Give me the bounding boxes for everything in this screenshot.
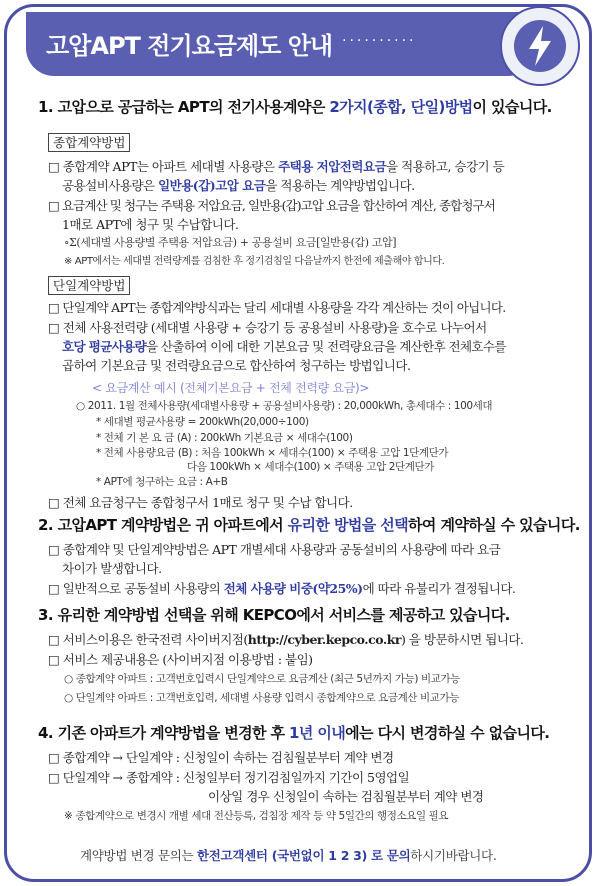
combined-formula: ∘Σ(세대별 사용량별 주택용 저압요금) + 공용설비 요금[일반용(갑) 고압]	[64, 236, 397, 249]
text: 공용설비사용량은	[62, 178, 159, 193]
section-2-line-2: 차이가 발생합니다.	[62, 561, 162, 576]
page-title: 고압APT 전기요금제도 안내	[46, 32, 333, 60]
example-title: < 요금계산 예시 (전체기본요금 + 전체 전력량 요금)>	[92, 381, 370, 395]
section-2-line-3	[48, 579, 515, 597]
highlight: 주택용 저압전력요금	[278, 159, 387, 174]
lightning-bolt-icon	[500, 6, 580, 86]
section-3-line-3: ○ 종합계약 아파트 : 고객번호입력시 단일계약으로 요금계산 (최근 5년까지 가능) 비교가능	[64, 673, 460, 685]
example-line-5: 다음 100kWh × 세대수(100) × 주택용 고압 2단계단가	[187, 461, 435, 473]
kepco-cyber-link[interactable]: http://cyber.kepco.co.kr	[247, 632, 401, 647]
text: 을 적용하는 계약방법입니다.	[265, 178, 415, 193]
section-3-line-1	[48, 630, 523, 648]
highlight: 일반용(갑)고압 요금	[158, 178, 266, 193]
section-4-highlight: 1년 이내	[289, 724, 346, 742]
single-line-1: □ 단일계약 APT는 종합계약방식과는 달리 세대별 사용량을 각각 계산하는 것이 아닙니다.	[48, 300, 506, 315]
single-line-2: □ 전체 사용전력량 (세대별 사용량 + 승강기 등 공용설비 사용량)을 호수로 나누어서	[48, 320, 487, 335]
section-4-text-a: 기존 아파트가 계약방법을 변경한 후	[57, 724, 290, 742]
text: 계약방법 변경 문의는	[80, 848, 197, 863]
section-4-line-3: 이상일 경우 신청일이 속하는 검침월분부터 계약 변경	[208, 789, 484, 804]
text: ) 을 방문하시면 됩니다.	[400, 632, 524, 647]
text: 하시기바랍니다.	[410, 848, 497, 863]
section-4-text-b: 에는 다시 변경하실 수 없습니다.	[345, 724, 550, 742]
section-3-line-2: □ 서비스 제공내용은 (사이버지점 이용방법 : 붙임)	[48, 652, 313, 667]
section-number: 4.	[38, 724, 53, 742]
example-line-4: * 전체 사용량요금 (B) : 처음 100kWh × 세대수(100) × 주택용 고압 1단계단가	[96, 447, 449, 459]
section-1-highlight: 2가지(종합, 단일)방법	[329, 98, 473, 116]
section-2-heading	[38, 514, 580, 535]
combined-line-2	[62, 176, 415, 194]
highlight: 호당 평균사용량	[62, 339, 147, 354]
single-line-3	[62, 337, 506, 355]
example-line-3: * 전체 기 본 요 금 (A) : 200kWh 기본요금 × 세대수(100)	[96, 432, 353, 444]
section-3-text: 유리한 계약방법 선택을 위해 KEPCO에서 서비스를 제공하고 있습니다.	[57, 606, 510, 624]
single-line-4: 곱하여 기본요금 및 전력량요금으로 합산하여 청구하는 방법입니다.	[62, 358, 411, 373]
combined-line-1	[48, 157, 504, 175]
section-1-text-b: 이 있습니다.	[472, 98, 552, 116]
footer-contact	[80, 846, 497, 864]
example-line-6: * APT에 청구하는 요금 : A+B	[96, 476, 228, 488]
section-3-line-4: ○ 단일계약 아파트 : 고객번호입력, 세대별 사용량 입력시 종합계약으로 요금계산 비교가능	[64, 692, 459, 704]
section-2-line-1: □ 종합계약 및 단일계약방법은 APT 개별세대 사용량과 공동설비의 사용량에 따라 요금	[48, 542, 501, 557]
text: □ 서비스이용은 한국전력 사이버지점(	[48, 632, 248, 647]
section-1-heading	[38, 96, 552, 117]
highlight: 전체 사용량 비중(약25%)	[223, 581, 363, 596]
section-4-line-1: □ 종합계약 → 단일계약 : 신청일이 속하는 검침월분부터 계약 변경	[48, 750, 394, 765]
example-line-1: ○ 2011. 1월 전체사용량(세대별사용량 + 공용설비사용량) : 20,000kWh, 총세대수 : 100세대	[76, 400, 493, 412]
section-number: 3.	[38, 606, 53, 624]
section-2-text-a: 고압APT 계약방법은 귀 아파트에서	[57, 516, 288, 534]
text: □ 종합계약 APT는 아파트 세대별 사용량은	[48, 159, 279, 174]
title-dots: ··········	[342, 33, 417, 49]
section-number: 1.	[38, 98, 53, 116]
combined-note: ※ APT에서는 세대별 전력량계를 검침한 후 정기검침일 다음날까지 한전에 제출해야 합니다.	[64, 256, 445, 267]
customer-center-highlight: 한전고객센터 (국번없이 1 2 3) 로 문의	[197, 848, 411, 863]
section-3-heading	[38, 604, 510, 625]
text: 을 적용하고, 승강기 등	[386, 159, 505, 174]
section-2-text-b: 하여 계약하실 수 있습니다.	[408, 516, 580, 534]
combined-contract-label: 종합계약방법	[48, 133, 130, 152]
combined-line-4: 1매로 APT에 청구 및 수납합니다.	[62, 217, 239, 232]
single-line-5: □ 전체 요금청구는 종합청구서 1매로 청구 및 수납 합니다.	[48, 495, 353, 510]
text: 을 산출하여 이에 대한 기본요금 및 전력량요금을 계산한후 전체호수를	[146, 339, 506, 354]
example-line-2: * 세대별 평균사용량 = 200kWh(20,000÷100)	[96, 416, 309, 428]
combined-line-3: □ 요금계산 및 청구는 주택용 저압요금, 일반용(갑)고압 요금을 합산하여 계산, 종합청구서	[48, 198, 495, 213]
section-2-highlight: 유리한 방법을 선택	[287, 516, 409, 534]
single-contract-label: 단일계약방법	[48, 276, 130, 295]
text: 에 따라 유불리가 결정됩니다.	[362, 581, 516, 596]
section-4-note: ※ 종합계약으로 변경시 개별 세대 전산등록, 검침장 제작 등 약 5일간의 행정소요일 필요	[64, 810, 449, 822]
section-1-text-a: 고압으로 공급하는 APT의 전기사용계약은	[57, 98, 330, 116]
text: □ 일반적으로 공동설비 사용량의	[48, 581, 224, 596]
section-number: 2.	[38, 516, 53, 534]
section-4-heading	[38, 722, 549, 743]
section-4-line-2: □ 단일계약 → 종합계약 : 신청일부터 정기검침일까지 기간이 5영업일	[48, 770, 410, 785]
